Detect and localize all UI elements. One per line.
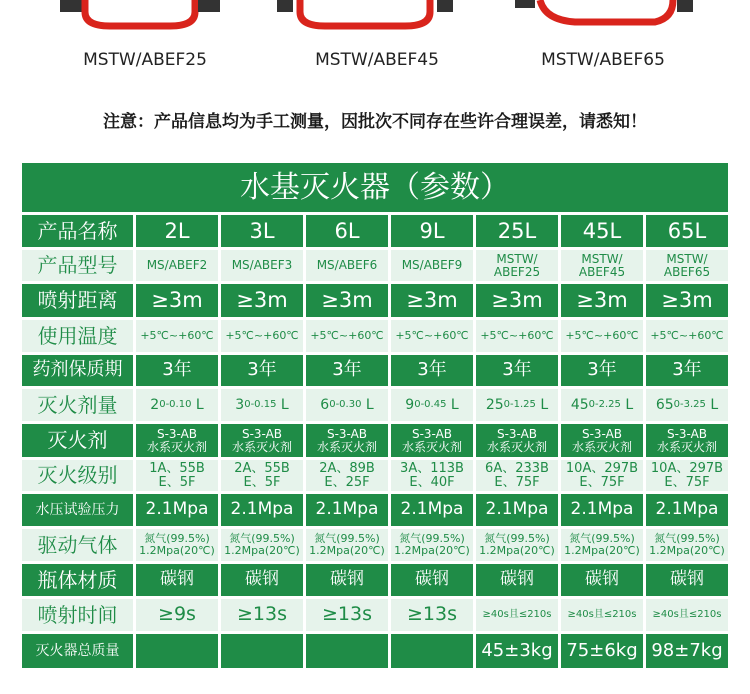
cell: 3年 xyxy=(306,355,388,386)
cell: 3 0 -0.15 L xyxy=(221,389,303,421)
cell: 6A、233B E、75F xyxy=(476,460,558,491)
row-drive-gas xyxy=(22,529,728,561)
cell: MSTW/ ABEF65 xyxy=(646,250,728,281)
cell: S-3-AB 水系灭火剂 xyxy=(136,424,218,457)
product-image-25 xyxy=(40,0,240,40)
spec-table xyxy=(22,163,728,671)
cell: 3年 xyxy=(391,355,473,386)
cell: MSTW/ ABEF25 xyxy=(476,250,558,281)
row-range xyxy=(22,284,728,317)
row-material xyxy=(22,564,728,596)
cell xyxy=(221,634,303,668)
cell: 碳钢 xyxy=(646,564,728,596)
row-label: 瓶体材质 xyxy=(22,564,133,596)
cell: 2.1Mpa xyxy=(221,494,303,526)
cell: 碳钢 xyxy=(136,564,218,596)
cell: ≥3m xyxy=(561,284,643,317)
cell: ≥13s xyxy=(221,599,303,631)
cell xyxy=(391,634,473,668)
cell: 2.1Mpa xyxy=(646,494,728,526)
cell: ≥13s xyxy=(391,599,473,631)
row-label: 喷射时间 xyxy=(22,599,133,631)
table-title: 水基灭火器（参数） xyxy=(22,163,728,212)
cell: MSTW/ ABEF45 xyxy=(561,250,643,281)
cell: 6 0 -0.30 L xyxy=(306,389,388,421)
cell: 碳钢 xyxy=(221,564,303,596)
row-agent xyxy=(22,424,728,457)
cell: ≥3m xyxy=(476,284,558,317)
cell: +5℃~+60℃ xyxy=(221,320,303,352)
row-shelf-life xyxy=(22,355,728,386)
cell: 2 0 -0.10 L xyxy=(136,389,218,421)
measurement-notice: 注意：产品信息均为手工测量，因批次不同存在些许合理误差，请悉知！ xyxy=(103,112,647,132)
cell: +5℃~+60℃ xyxy=(391,320,473,352)
cell: ≥13s xyxy=(306,599,388,631)
cell xyxy=(306,634,388,668)
cell: ≥40s且≤210s xyxy=(476,599,558,631)
cell: S-3-AB 水系灭火剂 xyxy=(306,424,388,457)
cell: ≥3m xyxy=(646,284,728,317)
row-label: 使用温度 xyxy=(22,320,133,352)
cell: MS/ABEF9 xyxy=(391,250,473,281)
cell: S-3-AB 水系灭火剂 xyxy=(391,424,473,457)
product-caption-25: MSTW/ABEF25 xyxy=(83,50,207,70)
row-label: 灭火剂量 xyxy=(22,389,133,421)
cell xyxy=(136,634,218,668)
row-agent-amount xyxy=(22,389,728,421)
product-image-strip xyxy=(0,0,750,40)
cell: +5℃~+60℃ xyxy=(476,320,558,352)
cell: 9L xyxy=(391,215,473,247)
cell: ≥40s且≤210s xyxy=(646,599,728,631)
row-label: 灭火器总质量 xyxy=(22,634,133,668)
cell: 氮气(99.5%) 1.2Mpa(20℃) xyxy=(646,529,728,561)
cell: 75±6kg xyxy=(561,634,643,668)
row-rating xyxy=(22,460,728,491)
cell: MS/ABEF3 xyxy=(221,250,303,281)
cell: 氮气(99.5%) 1.2Mpa(20℃) xyxy=(476,529,558,561)
row-label: 驱动气体 xyxy=(22,529,133,561)
row-label: 产品型号 xyxy=(22,250,133,281)
cell: 2.1Mpa xyxy=(136,494,218,526)
cell: 碳钢 xyxy=(306,564,388,596)
cell: 2A、55B E、5F xyxy=(221,460,303,491)
cell: 氮气(99.5%) 1.2Mpa(20℃) xyxy=(136,529,218,561)
cell: 氮气(99.5%) 1.2Mpa(20℃) xyxy=(561,529,643,561)
cell: 碳钢 xyxy=(476,564,558,596)
cell: 2.1Mpa xyxy=(561,494,643,526)
row-test-pressure xyxy=(22,494,728,526)
cell: 25 0 -1.25 L xyxy=(476,389,558,421)
cell: 45 0 -2.25 L xyxy=(561,389,643,421)
cell: 氮气(99.5%) 1.2Mpa(20℃) xyxy=(391,529,473,561)
row-label: 灭火级别 xyxy=(22,460,133,491)
cell: S-3-AB 水系灭火剂 xyxy=(221,424,303,457)
cell: 3A、113B E、40F xyxy=(391,460,473,491)
cell: 10A、297B E、75F xyxy=(561,460,643,491)
cell: S-3-AB 水系灭火剂 xyxy=(561,424,643,457)
cell: 6L xyxy=(306,215,388,247)
cell: +5℃~+60℃ xyxy=(306,320,388,352)
cell: 3年 xyxy=(561,355,643,386)
cell: 碳钢 xyxy=(561,564,643,596)
cell: 碳钢 xyxy=(391,564,473,596)
cell: 3L xyxy=(221,215,303,247)
cell: 2.1Mpa xyxy=(306,494,388,526)
cell: MS/ABEF2 xyxy=(136,250,218,281)
product-image-45 xyxy=(265,0,465,40)
cell: +5℃~+60℃ xyxy=(646,320,728,352)
cell: 2.1Mpa xyxy=(391,494,473,526)
cell: 98±7kg xyxy=(646,634,728,668)
cell: ≥3m xyxy=(391,284,473,317)
cell: ≥3m xyxy=(136,284,218,317)
row-label: 灭火剂 xyxy=(22,424,133,457)
cell: 45L xyxy=(561,215,643,247)
cell: 1A、55B E、5F xyxy=(136,460,218,491)
cell: 3年 xyxy=(221,355,303,386)
row-product-name xyxy=(22,215,728,247)
cell: 65L xyxy=(646,215,728,247)
row-label: 水压试验压力 xyxy=(22,494,133,526)
cell: ≥3m xyxy=(306,284,388,317)
cell: 65 0 -3.25 L xyxy=(646,389,728,421)
cell: 氮气(99.5%) 1.2Mpa(20℃) xyxy=(306,529,388,561)
cell: 25L xyxy=(476,215,558,247)
cell: 9 0 -0.45 L xyxy=(391,389,473,421)
cell: 3年 xyxy=(136,355,218,386)
cell: +5℃~+60℃ xyxy=(136,320,218,352)
cell: 45±3kg xyxy=(476,634,558,668)
cell: ≥40s且≤210s xyxy=(561,599,643,631)
cell: 2A、89B E、25F xyxy=(306,460,388,491)
row-spray-time xyxy=(22,599,728,631)
cell: S-3-AB 水系灭火剂 xyxy=(476,424,558,457)
product-image-65 xyxy=(505,0,705,40)
row-label: 药剂保质期 xyxy=(22,355,133,386)
product-caption-45: MSTW/ABEF45 xyxy=(315,50,439,70)
cell: ≥3m xyxy=(221,284,303,317)
row-total-mass xyxy=(22,634,728,668)
row-label: 喷射距离 xyxy=(22,284,133,317)
cell: 3年 xyxy=(646,355,728,386)
cell: 2.1Mpa xyxy=(476,494,558,526)
cell: ≥9s xyxy=(136,599,218,631)
cell: +5℃~+60℃ xyxy=(561,320,643,352)
cell: 3年 xyxy=(476,355,558,386)
product-caption-65: MSTW/ABEF65 xyxy=(541,50,665,70)
cell: S-3-AB 水系灭火剂 xyxy=(646,424,728,457)
cell: MS/ABEF6 xyxy=(306,250,388,281)
cell: 2L xyxy=(136,215,218,247)
row-temperature xyxy=(22,320,728,352)
cell: 10A、297B E、75F xyxy=(646,460,728,491)
row-label: 产品名称 xyxy=(22,215,133,247)
row-model xyxy=(22,250,728,281)
cell: 氮气(99.5%) 1.2Mpa(20℃) xyxy=(221,529,303,561)
